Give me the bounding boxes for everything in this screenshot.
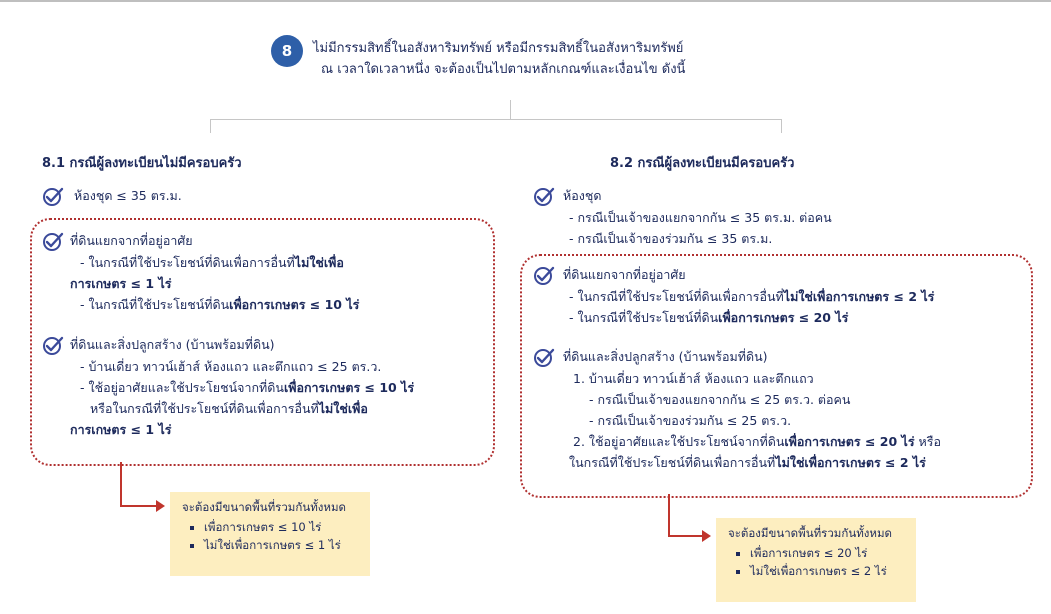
left-arrow-line xyxy=(120,505,158,507)
left-land-1b: ไม่ใช่เพื่อ xyxy=(294,254,344,270)
arrow-head-icon xyxy=(702,530,711,542)
right-condo-block xyxy=(533,185,832,249)
left-house-2a: - ใช้อยู่อาศัยและใช้ประโยชน์จากที่ดิน xyxy=(80,379,284,395)
check-badge-icon xyxy=(533,348,555,368)
connector-left-drop xyxy=(210,119,211,133)
header-line-1: ไม่มีกรรมสิทธิ์ในอสังหาริมทรัพย์ หรือมีกรรมสิทธิ์ในอสังหาริมทรัพย์ xyxy=(313,41,684,56)
right-house-block xyxy=(533,346,941,473)
left-house-title: ที่ดินและสิ่งปลูกสร้าง (บ้านพร้อมที่ดิน) xyxy=(70,337,275,352)
left-land-block xyxy=(42,230,359,315)
check-badge-icon xyxy=(42,232,64,252)
right-house-3b: ไม่ใช่เพื่อการเกษตร ≤ 2 ไร่ xyxy=(775,454,926,470)
connector-horizontal xyxy=(210,119,782,120)
left-house-1: - บ้านเดี่ยว ทาวน์เฮ้าส์ ห้องแถว และตึกแถว ≤ 25 ตร.ว. xyxy=(80,358,382,374)
check-badge-icon xyxy=(533,266,555,286)
right-land-1b: ไม่ใช่เพื่อการเกษตร ≤ 2 ไร่ xyxy=(783,288,935,304)
right-house-1b: - กรณีเป็นเจ้าของร่วมกัน ≤ 25 ตร.ว. xyxy=(589,412,792,428)
right-house-2c: หรือ xyxy=(914,433,941,449)
header-line-2: ณ เวลาใดเวลาหนึ่ง จะต้องเป็นไปตามหลักเกณฑ์และเงื่อนไข ดังนี้ xyxy=(321,62,686,77)
right-house-title: ที่ดินและสิ่งปลูกสร้าง (บ้านพร้อมที่ดิน) xyxy=(563,349,768,364)
right-land-block xyxy=(533,264,934,328)
right-note-item: ▪ ไม่ใช่เพื่อการเกษตร ≤ 2 ไร่ xyxy=(750,562,904,580)
right-land-2a: - ในกรณีที่ใช้ประโยชน์ที่ดิน xyxy=(569,309,719,325)
right-house-3a: ในกรณีที่ใช้ประโยชน์ที่ดินเพื่อการอื่นที่ xyxy=(569,454,776,470)
right-land-1a: - ในกรณีที่ใช้ประโยชน์ที่ดินเพื่อการอื่นที่ xyxy=(569,288,784,304)
right-section-title: 8.2 กรณีผู้ลงทะเบียนมีครอบครัว xyxy=(610,156,795,171)
right-summary-note xyxy=(716,518,916,602)
right-house-2a: 2. ใช้อยู่อาศัยและใช้ประโยชน์จากที่ดิน xyxy=(573,433,785,449)
connector-right-drop xyxy=(781,119,782,133)
right-condo-2: - กรณีเป็นเจ้าของร่วมกัน ≤ 35 ตร.ม. xyxy=(569,230,773,246)
left-land-2b: เพื่อการเกษตร ≤ 10 ไร่ xyxy=(229,296,360,312)
right-arrow-stem xyxy=(668,494,670,536)
right-land-2b: เพื่อการเกษตร ≤ 20 ไร่ xyxy=(718,309,849,325)
top-divider xyxy=(0,0,1051,2)
right-land-title: ที่ดินแยกจากที่อยู่อาศัย xyxy=(563,267,686,282)
left-summary-note xyxy=(170,492,370,576)
right-note-item: ▪ เพื่อการเกษตร ≤ 20 ไร่ xyxy=(750,544,904,562)
left-land-title: ที่ดินแยกจากที่อยู่อาศัย xyxy=(70,233,193,248)
left-land-2a: - ในกรณีที่ใช้ประโยชน์ที่ดิน xyxy=(80,296,230,312)
left-house-3b: ไม่ใช่เพื่อ xyxy=(318,400,368,416)
arrow-head-icon xyxy=(156,500,165,512)
right-house-2b: เพื่อการเกษตร ≤ 20 ไร่ xyxy=(784,433,915,449)
left-condo-row xyxy=(42,185,182,207)
check-badge-icon xyxy=(42,336,64,356)
left-house-3a: หรือในกรณีที่ใช้ประโยชน์ที่ดินเพื่อการอื่นที่ xyxy=(90,400,319,416)
right-condo-1: - กรณีเป็นเจ้าของแยกจากกัน ≤ 35 ตร.ม. ต่อคน xyxy=(569,209,832,225)
left-arrow-stem xyxy=(120,462,122,506)
left-note-item: ▪ ไม่ใช่เพื่อการเกษตร ≤ 1 ไร่ xyxy=(204,536,358,554)
right-arrow-line xyxy=(668,535,704,537)
right-condo-title: ห้องชุด xyxy=(563,188,602,203)
left-condo-text: ห้องชุด ≤ 35 ตร.ม. xyxy=(73,188,182,203)
right-note-title: จะต้องมีขนาดพื้นที่รวมกันทั้งหมด xyxy=(728,526,893,540)
step-badge: 8 xyxy=(271,35,303,67)
left-house-4: การเกษตร ≤ 1 ไร่ xyxy=(70,421,172,437)
left-land-1c: การเกษตร ≤ 1 ไร่ xyxy=(70,275,172,291)
left-note-item: ▪ เพื่อการเกษตร ≤ 10 ไร่ xyxy=(204,518,358,536)
check-badge-icon xyxy=(533,187,555,207)
right-house-1a: - กรณีเป็นเจ้าของแยกจากกัน ≤ 25 ตร.ว. ต่อคน xyxy=(589,391,851,407)
left-house-2b: เพื่อการเกษตร ≤ 10 ไร่ xyxy=(283,379,415,395)
left-land-1a: - ในกรณีที่ใช้ประโยชน์ที่ดินเพื่อการอื่นที่ xyxy=(80,254,295,270)
connector-vertical xyxy=(510,100,511,120)
check-badge-icon xyxy=(42,187,64,207)
right-house-1: 1. บ้านเดี่ยว ทาวน์เฮ้าส์ ห้องแถว และตึกแถว xyxy=(573,370,814,386)
left-note-title: จะต้องมีขนาดพื้นที่รวมกันทั้งหมด xyxy=(182,500,347,514)
header-text xyxy=(313,38,685,80)
left-house-block xyxy=(42,334,414,440)
left-section-title: 8.1 กรณีผู้ลงทะเบียนไม่มีครอบครัว xyxy=(42,156,242,171)
